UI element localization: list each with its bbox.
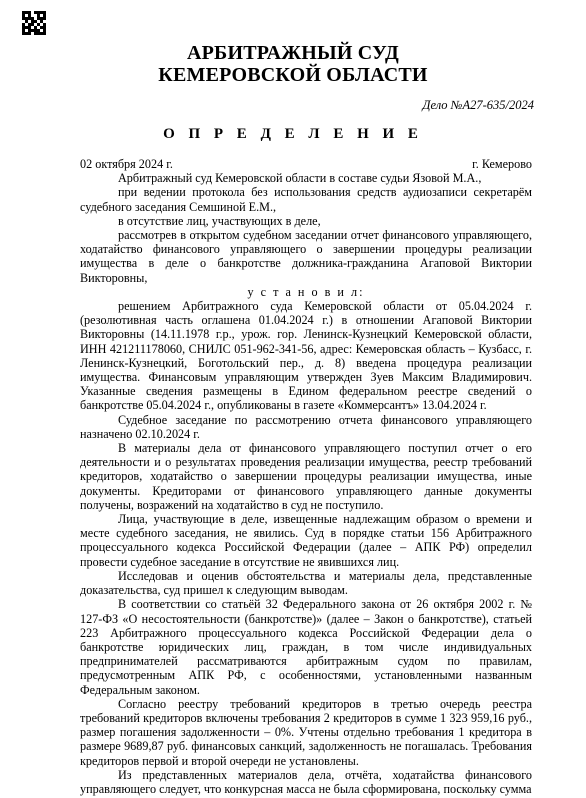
date-line [80,157,532,171]
document-city: г. Кемерово [472,157,532,171]
paragraph: в отсутствие лиц, участвующих в деле, [118,213,321,228]
paragraph: при ведении протокола без использования средств аудиозаписи секретарём судебного заседания Семшиной Е.М., [80,185,532,214]
qr-code [22,11,46,35]
court-line-1: АРБИТРАЖНЫЙ СУД [186,42,399,64]
paragraph: Арбитражный суд Кемеровской области в составе судьи Язовой М.А., [118,171,482,186]
paragraph: В соответствии со статьёй 32 Федерального закона от 26 октября 2002 г. № 127-ФЗ «О несостоятельности (банкротстве)» (далее – Закон о банкротстве), статьей 223 Арбитражного процессуального кодекса Российской Федерации дела о банкротстве юридических лиц, граждан, в том числе индивидуальных предпринимателей рассматриваются арбитражным судом по правилам, предусмотренным АПК РФ, с особенностями, установленными названным Федеральным законом. [80,597,532,697]
court-name [0,42,586,86]
case-number: Дело №А27-635/2024 [422,98,534,112]
paragraph: Согласно реестру требований кредиторов в третью очередь реестра требований кредиторов включены требования 2 кредиторов в сумме 1 323 959,16 руб., размер погашения задолженности – 0%. Учтены отдельно требования 1 кредитора в размере 9689,87 руб. финансовых санкций, задолженность не погашалась. Требования кредиторов первой и второй очереди не установлены. [80,696,532,768]
paragraph: Исследовав и оценив обстоятельства и материалы дела, представленные доказательства, суд пришел к следующим выводам. [80,568,532,598]
paragraph: рассмотрев в открытом судебном заседании отчет финансового управляющего, ходатайство финансового управляющего о завершении процедуры реализации имущества в деле о банкротстве должника-гражданина Агаповой Виктории Викторовны, [80,228,532,285]
document-date: 02 октября 2024 г. [80,157,173,171]
paragraph: В материалы дела от финансового управляющего поступил отчет о его деятельности и о результатах проведения реализации имущества, реестр требований кредиторов, ходатайство о завершении процедуры реализации имущества, иные документы. Кредиторами от финансового управляющего данные документы получены, возражений на ходатайство в суд не поступило. [80,441,532,512]
paragraph: Лица, участвующие в деле, извещенные надлежащим образом о времени и месте судебного заседания, не явились. Суд в порядке статьи 156 Арбитражного процессуального кодекса Российской Федерации (далее – АПК РФ) определил провести судебное заседание в отсутствие не явившихся лиц. [80,512,532,569]
document-body [80,157,532,796]
paragraph: решением Арбитражного суда Кемеровской области от 05.04.2024 г. (резолютивная часть оглашена 01.04.2024 г.) в отношении Агаповой Виктории Викторовны (14.11.1978 г.р., урож. гор. Ленинск-Кузнецкий Кемеровской области, ИНН 421211178060, СНИЛС 051-962-341-56, адрес: Кемеровская область – Кузбасс, г. Ленинск-Кузнецкий, Боготольский пер., д. 8) введена процедура реализации имущества. Финансовым управляющим утвержден Зуев Максим Владимирович. Указанные сведения размещены в Едином федеральном реестре сведений о банкротстве 05.04.2024 г., опубликованы в газете «Коммерсантъ» 13.04.2024 г. [80,299,532,413]
document-type-title: О П Р Е Д Е Л Е Н И Е [163,126,423,142]
paragraph: Из представленных материалов дела, отчёта, ходатайства финансового управляющего следует, что конкурсная масса не была сформирована, поскольку сумма [80,767,532,796]
court-line-2: КЕМЕРОВСКОЙ ОБЛАСТИ [158,64,428,86]
paragraph: Судебное заседание по рассмотрению отчета финансового управляющего назначено 02.10.2024 г. [80,412,532,441]
ruling-heading: у с т а н о в и л: [247,284,365,299]
